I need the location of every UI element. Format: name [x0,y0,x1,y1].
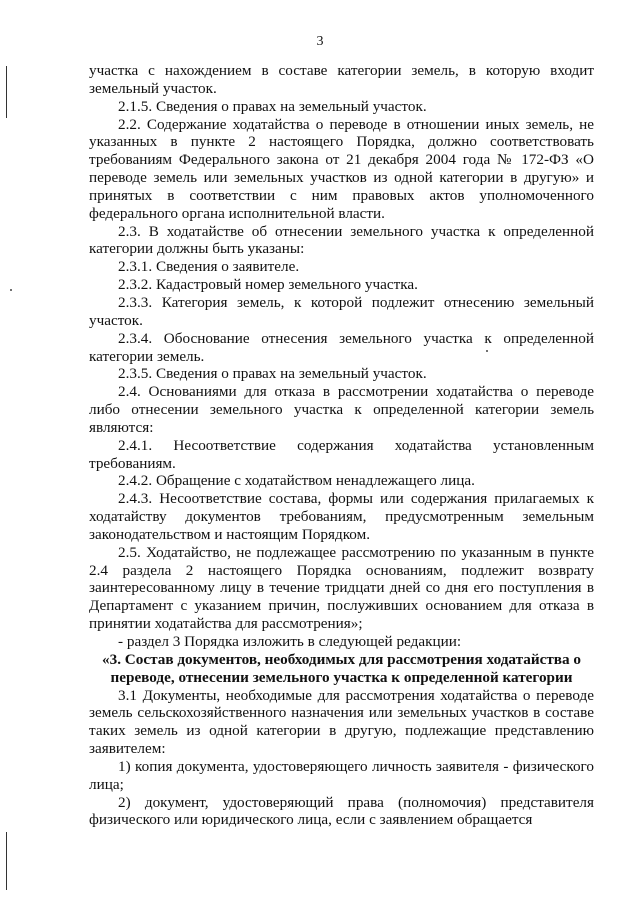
page-number: 3 [316,34,324,49]
paragraph: 3.1 Документы, необходимые для рассмотрения ходатайства о переводе земель сельскохозяйственного назначения или земельных участков в составе таких земель из одной категории в другую, подлежащие представлению заявителем: [89,686,594,758]
scan-edge-line [6,66,7,118]
paragraph: 2.4.3. Несоответствие состава, формы или содержания прилагаемых к ходатайству документов требованиям, предусмотренным земельным законодательством и настоящим Порядком. [89,490,594,543]
paragraph: участка с нахождением в составе категории земель, в которую входит земельный участок. [89,62,594,97]
paragraph: 2.3.2. Кадастровый номер земельного участка. [118,276,418,294]
paragraph: - раздел 3 Порядка изложить в следующей редакции: [118,633,462,650]
paragraph: 2.3.3. Категория земель, к которой подлежит отнесению земельный участок. [89,293,594,329]
paragraph: 2.1.5. Сведения о правах на земельный участок. [118,97,427,115]
paragraph: 2.3.5. Сведения о правах на земельный участок. [118,365,427,383]
paragraph: 2.3. В ходатайстве об отнесении земельного участка к определенной категории должны быть указаны: [89,222,594,258]
paragraph: 2) документ, удостоверяющий права (полномочия) представителя физического или юридического лица, если с заявлением обращается [89,793,594,829]
paragraph: 2.4.1. Несоответствие содержания ходатайства установленным требованиям. [89,436,594,472]
paragraph: 1) копия документа, удостоверяющего личность заявителя - физического лица; [89,757,594,793]
paragraph: 2.3.1. Сведения о заявителе. [118,258,300,276]
paragraph: 2.4. Основаниями для отказа в рассмотрении ходатайства о переводе либо отнесении земельного участка к определенной категории земель являются: [89,383,594,436]
document-body [89,62,594,829]
paragraph: 2.5. Ходатайство, не подлежащее рассмотрению по указанным в пункте 2.4 раздела 2 настоящего Порядка основаниям, подлежит возврату заинтересованному лицу в течение тридцати дней со дня его поступления в Департамент с указанием причин, послуживших основанием для отказа в принятии ходатайства для рассмотрения»; [89,543,594,633]
section-heading: «3. Состав документов, необходимых для рассмотрения ходатайства о переводе, отнесении земельного участка к определенной категории [102,650,581,686]
paragraph: 2.2. Содержание ходатайства о переводе в отношении иных земель, не указанных в пункте 2 настоящего Порядка, должно соответствовать требованиям Федерального закона от 21 декабря 2004 года № 172-ФЗ «О переводе земель или земельных участков из одной категории в другую» и принятых в соответствии с ним правовых актов уполномоченного федерального органа исполнительной власти. [89,115,594,222]
paragraph: 2.4.2. Обращение с ходатайством ненадлежащего лица. [118,472,475,490]
scan-speck [10,289,12,291]
paragraph: 2.3.4. Обоснование отнесения земельного участка к определенной категории земель. [89,329,594,365]
scan-edge-line [6,832,7,890]
